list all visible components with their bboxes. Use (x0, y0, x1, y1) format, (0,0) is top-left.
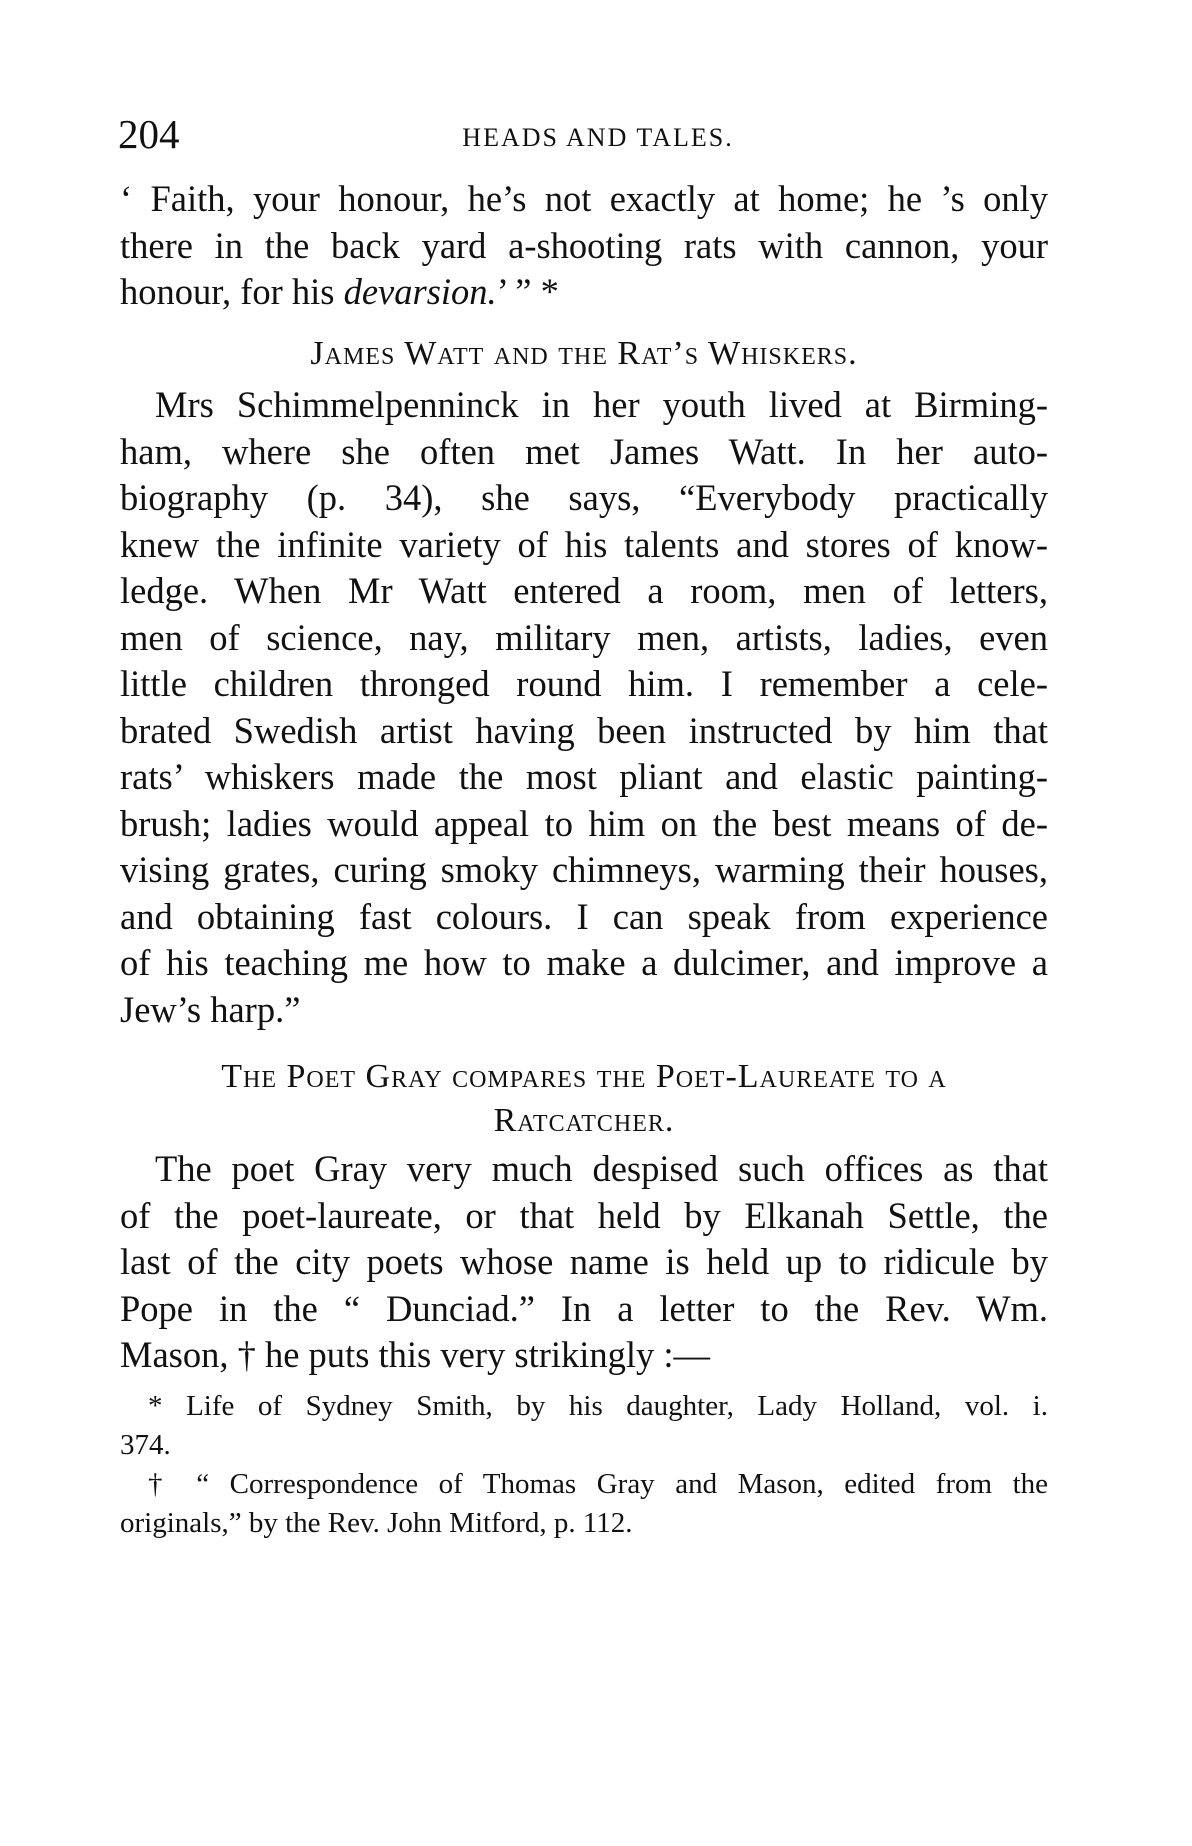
running-head (118, 110, 1048, 160)
footnote-line: † “ Correspondence of Thomas Gray and Mason, edited from the (148, 1468, 1048, 1500)
text-line (120, 269, 1048, 316)
page-number: 204 (118, 111, 180, 157)
heading-line: Ratcatcher. (493, 1102, 675, 1139)
text-line: vising grates, curing smoky chimneys, warming their houses, (120, 849, 1048, 890)
footnote-line: originals,” by the Rev. John Mitford, p. 112. (120, 1507, 633, 1539)
intro-quote (120, 176, 1048, 316)
text-run: ’ ” * (496, 271, 559, 312)
footnotes (120, 1387, 1048, 1543)
footnote-line: * Life of Sydney Smith, by his daughter, Lady Holland, vol. i. (148, 1390, 1048, 1422)
text-line: Jew’s harp.” (120, 988, 301, 1030)
text-line: ‘ Faith, your honour, he’s not exactly at home; he ’s only (120, 178, 1048, 219)
italic-word: devarsion. (343, 271, 497, 312)
text-line: there in the back yard a-shooting rats with cannon, your (120, 224, 1048, 266)
paragraph-watt (120, 382, 1048, 1033)
text-run: honour, for his (120, 271, 344, 312)
text-line: brated Swedish artist having been instructed by him that (120, 709, 1048, 751)
section-heading-watt: James Watt and the Rat’s Whiskers. (310, 335, 858, 372)
footnote-line: 374. (120, 1429, 171, 1461)
text-line: knew the infinite variety of his talents and stores of know- (120, 523, 1048, 565)
text-line: of the poet-laureate, or that held by Elkanah Settle, the (120, 1194, 1048, 1236)
text-line: The poet Gray very much despised such offices as that (155, 1148, 1048, 1189)
text-line: Mrs Schimmelpenninck in her youth lived at Birming- (155, 384, 1048, 425)
paragraph-gray (120, 1146, 1048, 1379)
text-line: rats’ whiskers made the most pliant and elastic painting- (120, 756, 1048, 797)
text-line: ham, where she often met James Watt. In her auto- (120, 430, 1048, 472)
text-line: Pope in the “ Dunciad.” In a letter to the Rev. Wm. (120, 1287, 1048, 1329)
text-line: ledge. When Mr Watt entered a room, men of letters, (120, 570, 1048, 611)
text-line: little children thronged round him. I remember a cele- (120, 663, 1048, 704)
text-line: and obtaining fast colours. I can speak from experience (120, 895, 1048, 937)
section-heading-gray (120, 1058, 1048, 1140)
text-line: last of the city poets whose name is held up to ridicule by (120, 1241, 1048, 1282)
text-line: of his teaching me how to make a dulcimer, and improve a (120, 942, 1048, 983)
text-line: biography (p. 34), she says, “Everybody practically (120, 477, 1048, 518)
text-line: men of science, nay, military men, artists, ladies, even (120, 616, 1048, 658)
heading-line: The Poet Gray compares the Poet-Laureate to a (221, 1058, 947, 1095)
text-line: brush; ladies would appeal to him on the best means of de- (120, 802, 1048, 844)
text-line: Mason, † he puts this very strikingly :— (120, 1334, 711, 1375)
running-title: HEADS AND TALES. (462, 123, 734, 152)
